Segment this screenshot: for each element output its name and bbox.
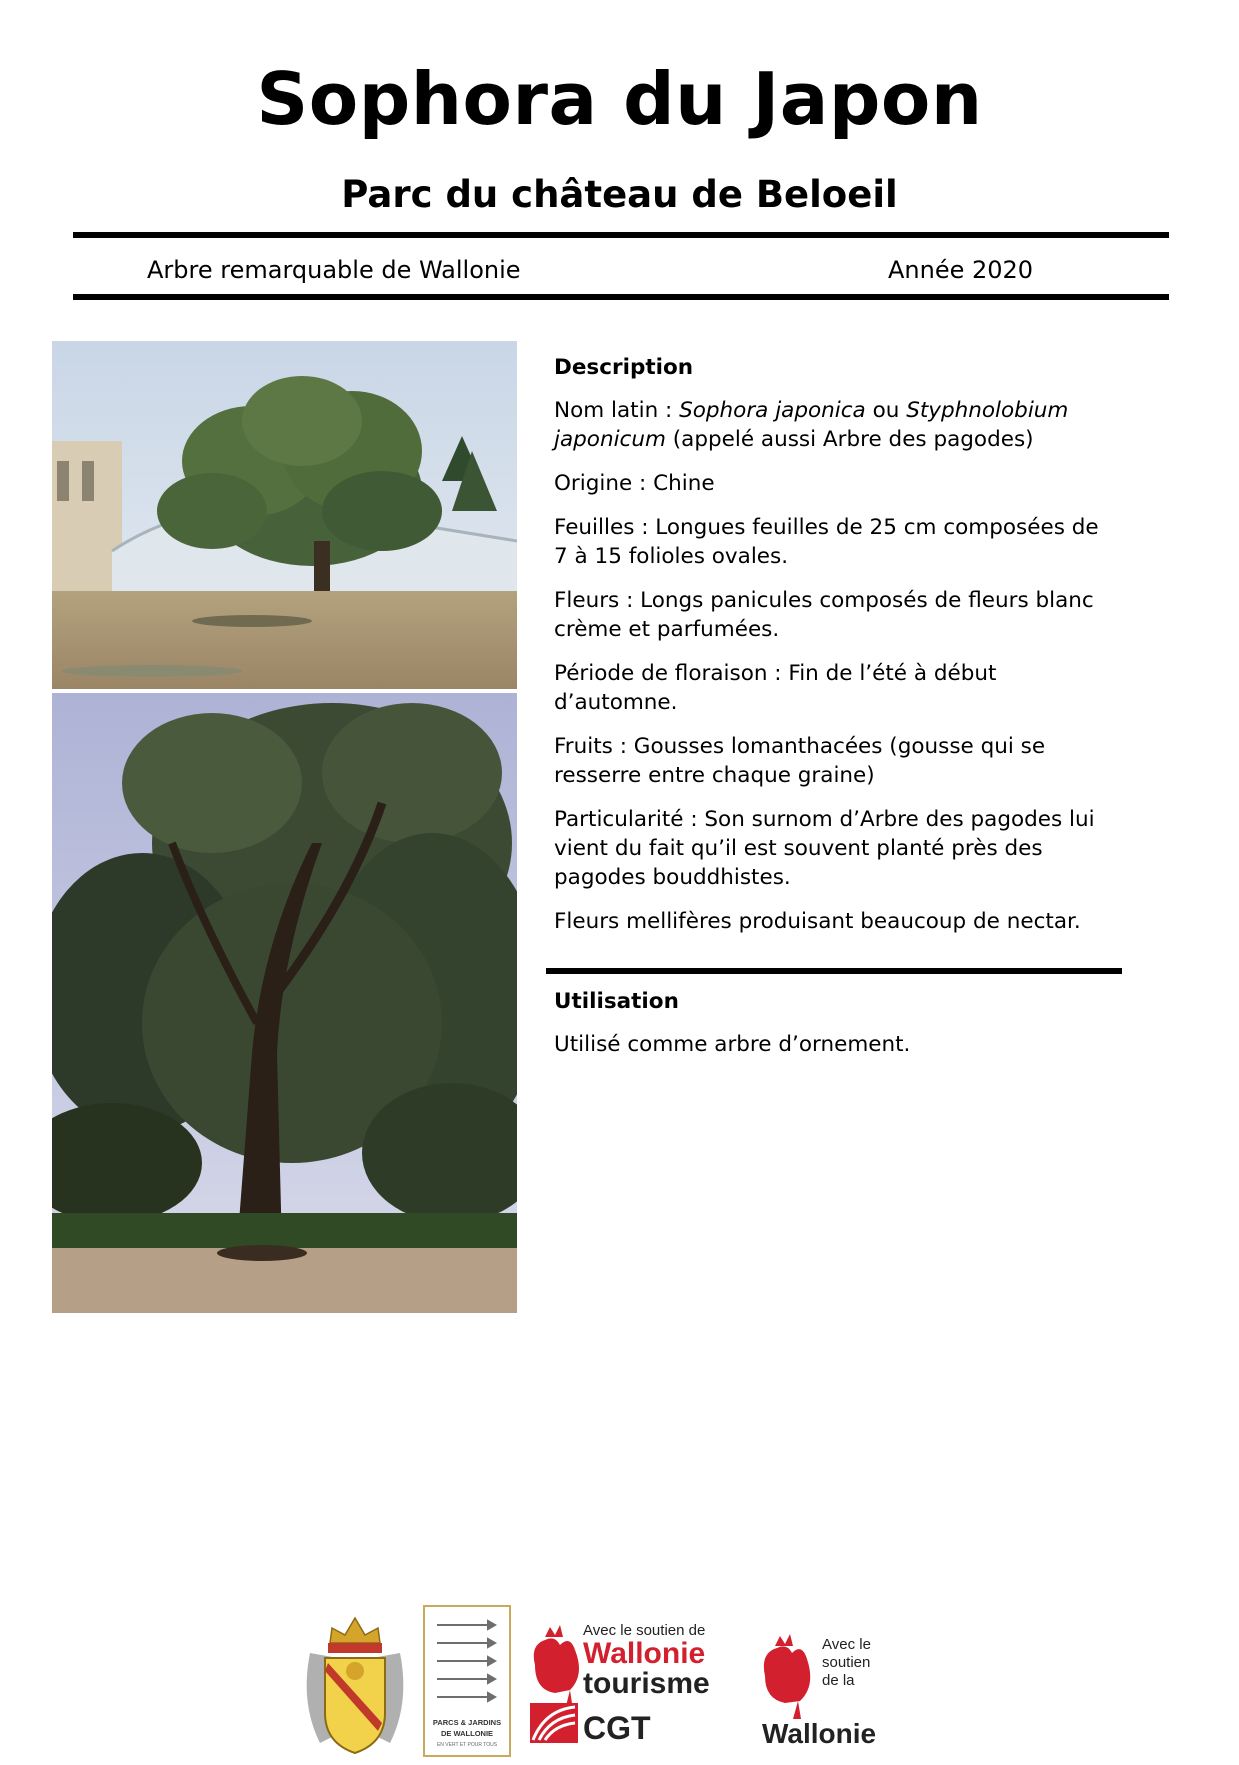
cgt-line3: tourisme xyxy=(583,1667,710,1700)
utilisation-section xyxy=(554,987,1114,1074)
latin-or: ou xyxy=(865,398,907,423)
utilisation-heading: Utilisation xyxy=(554,989,679,1014)
page-title: Sophora du Japon xyxy=(256,57,983,141)
parcs-line3: EN VERT ET POUR TOUS xyxy=(436,1742,498,1748)
rooster-icon xyxy=(534,1625,579,1710)
mellifere-text: Fleurs mellifères produisant beaucoup de nectar. xyxy=(554,909,1081,934)
utilisation-text: Utilisé comme arbre d’ornement. xyxy=(554,1032,911,1057)
tree-photo-canopy xyxy=(52,693,517,1313)
parcs-line1: PARCS & JARDINS xyxy=(432,1718,502,1727)
cgt-line4: CGT xyxy=(583,1710,651,1746)
cgt-line1: Avec le soutien de xyxy=(583,1622,706,1639)
label-annee: Année 2020 xyxy=(888,256,1034,284)
floraison-text: Période de floraison : Fin de l’été à début d’automne. xyxy=(554,661,997,715)
latin-name-2: Styphnolobium japonicum xyxy=(554,398,1069,452)
top-divider xyxy=(73,232,1169,238)
rooster-icon-2 xyxy=(764,1634,810,1719)
tree-photo-park xyxy=(52,341,517,689)
fruits-text: Fruits : Gousses lomanthacées (gousse qui se resserre entre chaque graine) xyxy=(554,734,1046,788)
section-divider xyxy=(546,968,1122,974)
coat-of-arms-logo xyxy=(300,1613,410,1758)
parcs-line2: DE WALLONIE xyxy=(440,1729,494,1738)
wal-line1: Avec le xyxy=(822,1636,871,1653)
wal-line3: de la xyxy=(822,1672,855,1689)
soutien-wallonie-logo xyxy=(760,1631,900,1751)
label-arbre-remarquable: Arbre remarquable de Wallonie xyxy=(147,256,521,284)
cgt-line2: Wallonie xyxy=(583,1637,706,1670)
fleurs-text: Fleurs : Longs panicules composés de fleurs blanc crème et parfumées. xyxy=(554,588,1094,642)
feuilles-text: Feuilles : Longues feuilles de 25 cm composées de 7 à 15 folioles ovales. xyxy=(554,515,1099,569)
latin-name-1: Sophora japonica xyxy=(679,398,866,423)
wal-line2: soutien xyxy=(822,1654,871,1671)
parcs-jardins-logo xyxy=(423,1605,511,1757)
page-subtitle: Parc du château de Beloeil xyxy=(341,173,898,216)
latin-suffix: (appelé aussi Arbre des pagodes) xyxy=(665,427,1034,452)
wallonie-tourisme-cgt-logo xyxy=(525,1615,735,1755)
header-bottom-divider xyxy=(73,294,1169,300)
description-section xyxy=(554,353,1114,951)
particularite-text: Particularité : Son surnom d’Arbre des pagodes lui vient du fait qu’il est souvent planté près des pagodes bouddhistes. xyxy=(554,807,1095,890)
cgt-stripes-icon xyxy=(530,1703,578,1743)
latin-prefix: Nom latin : xyxy=(554,398,680,423)
latin-name-text xyxy=(554,396,1114,454)
origine-text: Origine : Chine xyxy=(554,471,715,496)
description-heading: Description xyxy=(554,355,694,380)
wal-line4: Wallonie xyxy=(762,1718,877,1749)
